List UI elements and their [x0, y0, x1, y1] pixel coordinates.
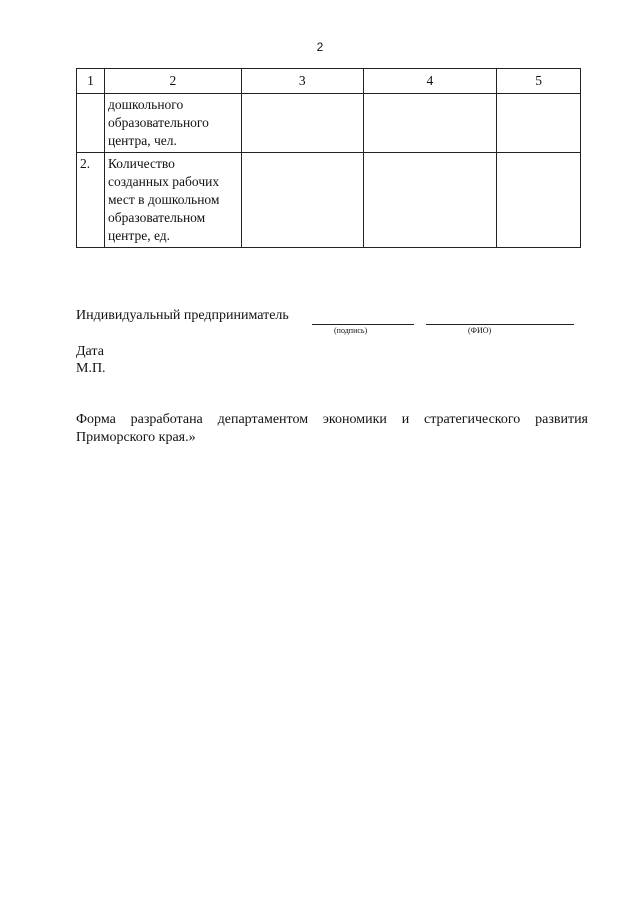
value-cell: [241, 94, 363, 153]
signature-caption: (подпись): [334, 326, 368, 335]
page-number: 2: [316, 40, 324, 54]
indicator-label-cell: Количество созданных рабочих мест в дошкольном образовательном центре, ед.: [104, 153, 241, 248]
table-header-row: [77, 69, 581, 94]
report-table: [76, 68, 581, 248]
fio-caption: (ФИО): [468, 326, 492, 335]
row-number-cell: 2.: [77, 153, 105, 248]
row-number-cell: [77, 94, 105, 153]
table-row: [77, 153, 581, 248]
value-cell: [363, 153, 497, 248]
value-cell: [497, 94, 581, 153]
header-cell: 1: [77, 69, 105, 94]
table-row: [77, 94, 581, 153]
value-cell: [497, 153, 581, 248]
stamp-label: М.П.: [76, 361, 106, 376]
footer-note: Форма разработана департаментом экономики и стратегического развития Приморского края.»: [76, 412, 588, 445]
header-cell: 3: [241, 69, 363, 94]
value-cell: [363, 94, 497, 153]
value-cell: [241, 153, 363, 248]
date-label: Дата: [76, 344, 104, 359]
signature-label: Индивидуальный предприниматель: [76, 308, 289, 323]
indicator-label-cell: дошкольного образовательного центра, чел.: [104, 94, 241, 153]
header-cell: 5: [497, 69, 581, 94]
signature-line: [312, 324, 414, 325]
header-cell: 2: [104, 69, 241, 94]
header-cell: 4: [363, 69, 497, 94]
fio-line: [426, 324, 574, 325]
